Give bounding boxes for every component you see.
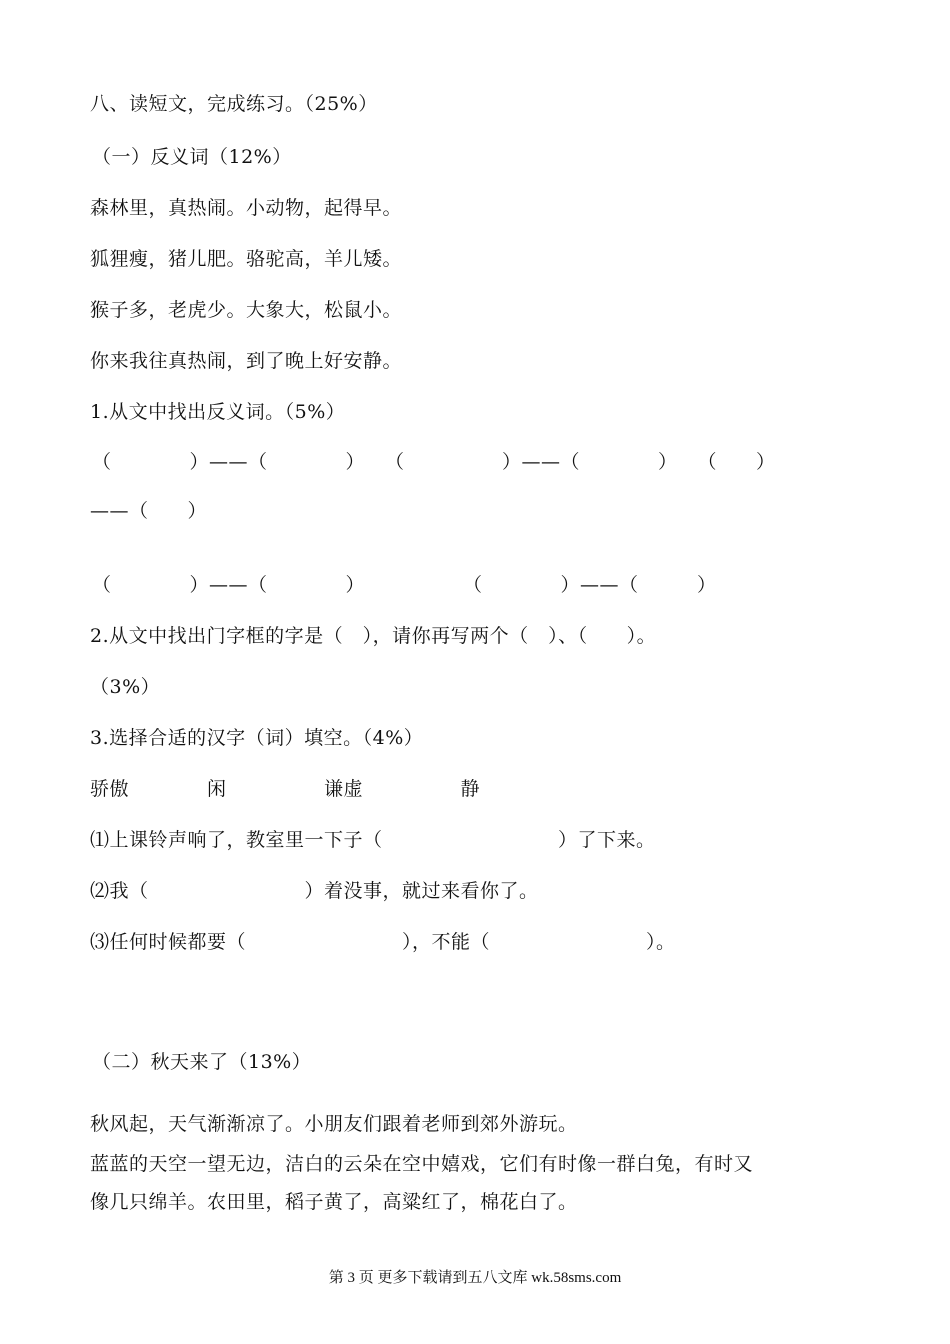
- word-options: 骄傲 闲 谦虚 静: [90, 778, 481, 800]
- fill-blank-item-1[interactable]: ⑴上课铃声响了，教室里一下子（ ）了下来。: [90, 829, 656, 851]
- paragraph-line-3: 像几只绵羊。农田里，稻子黄了，高粱红了，棉花白了。: [90, 1191, 578, 1213]
- question-2-score: （3%）: [90, 676, 161, 698]
- part1-heading: （一）反义词（12%）: [92, 146, 292, 168]
- fill-blank-item-2[interactable]: ⑵我（ ）着没事，就过来看你了。: [90, 880, 539, 902]
- part2-heading: （二）秋天来了（13%）: [92, 1051, 312, 1073]
- question-3-prompt: 3.选择合适的汉字（词）填空。（4%）: [90, 727, 424, 749]
- poem-line-3: 猴子多，老虎少。大象大，松鼠小。: [90, 299, 403, 321]
- poem-line-2: 狐狸瘦，猪儿肥。骆驼高，羊儿矮。: [90, 248, 403, 270]
- antonym-blanks-row-1[interactable]: （ ）——（ ） （ ）——（ ） （ ）: [92, 451, 776, 473]
- fill-blank-item-3[interactable]: ⑶任何时候都要（ ），不能（ ）。: [90, 931, 676, 953]
- section-title: 八、读短文，完成练习。（25%）: [90, 93, 378, 115]
- paragraph-line-1: 秋风起，天气渐渐凉了。小朋友们跟着老师到郊外游玩。: [90, 1113, 578, 1135]
- antonym-blanks-row-1-continued[interactable]: ——（ ）: [90, 500, 208, 522]
- poem-line-4: 你来我往真热闹，到了晚上好安静。: [90, 350, 403, 372]
- antonym-blanks-row-2[interactable]: （ ）——（ ） （ ）——（ ）: [92, 574, 717, 596]
- page-footer: 第 3 页 更多下载请到五八文库 wk.58sms.com: [328, 1270, 622, 1286]
- poem-line-1: 森林里，真热闹。小动物，起得早。: [90, 197, 403, 219]
- question-2-prompt[interactable]: 2.从文中找出门字框的字是（ ），请你再写两个（ ）、（ ）。: [90, 625, 657, 647]
- paragraph-line-2: 蓝蓝的天空一望无边，洁白的云朵在空中嬉戏，它们有时像一群白兔，有时又: [90, 1153, 754, 1175]
- question-1-prompt: 1.从文中找出反义词。（5%）: [90, 401, 346, 423]
